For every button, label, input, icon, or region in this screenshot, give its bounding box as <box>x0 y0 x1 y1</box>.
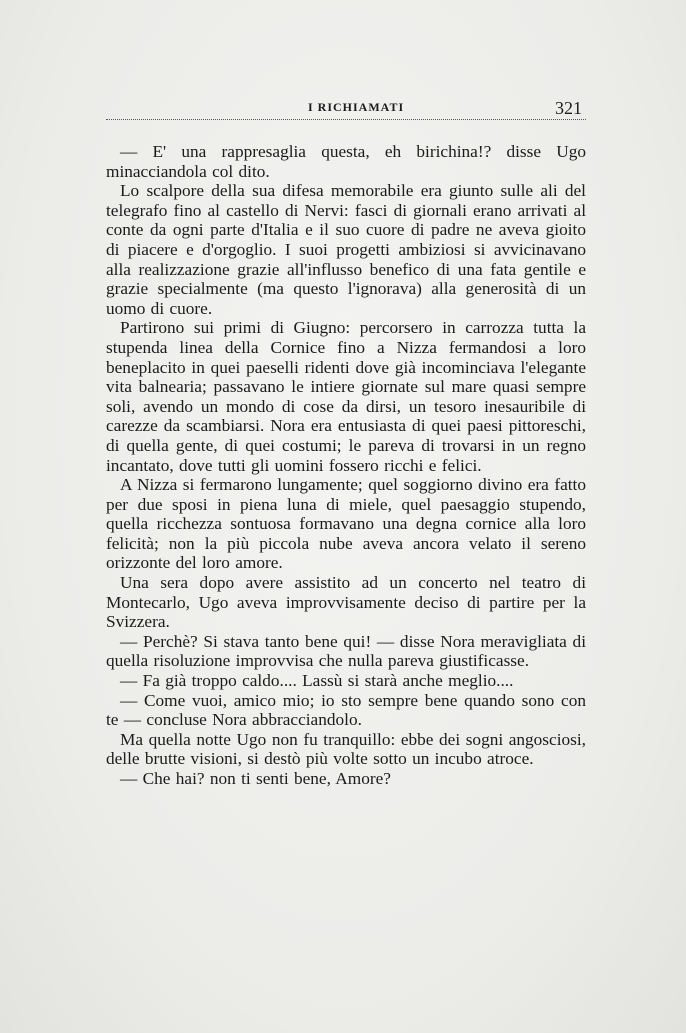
page-number: 321 <box>555 98 582 118</box>
page-header <box>106 96 586 120</box>
running-head: I RICHIAMATI <box>308 100 405 114</box>
paragraph: — Che hai? non ti senti bene, Amore? <box>120 769 391 788</box>
paragraph: — E' una rappresaglia questa, eh birichina!? disse Ugo minacciandola col dito. <box>106 142 586 181</box>
paragraph: A Nizza si fermarono lungamente; quel soggiorno divino era fatto per due sposi in piena luna di miele, quel paesaggio stupendo, quella ricchezza sontuosa formavano una degna cornice alla loro felicità; non la più piccola nube aveva ancora velato il sereno orizzonte del loro amore. <box>106 475 586 573</box>
paragraph: Ma quella notte Ugo non fu tranquillo: ebbe dei sogni angosciosi, delle brutte visioni, si destò più volte sotto un incubo atroce. <box>106 729 586 769</box>
body-text <box>106 142 586 789</box>
header-rule <box>106 119 586 120</box>
paragraph: — Fa già troppo caldo.... Lassù si starà anche meglio.... <box>120 671 514 691</box>
paragraph: Una sera dopo avere assistito ad un concerto nel teatro di Montecarlo, Ugo aveva improvvisamente deciso di partire per la Svizzera. <box>106 573 586 632</box>
paragraph: — Perchè? Si stava tanto bene qui! — disse Nora meravigliata di quella risoluzione improvvisa che nulla pareva giustificasse. <box>106 631 586 671</box>
paragraph: Lo scalpore della sua difesa memorabile era giunto sulle ali del telegrafo fino al castello di Nervi: fasci di giornali erano arrivati al conte da ogni parte d'Italia e il suo cuore di padre ne aveva gioito di piacere e d'orgoglio. I suoi progetti ambiziosi si avvicinavano alla realizzazione grazie all'influsso benefico di una fata gentile e grazie specialmente (ma questo l'ignorava) alla generosità di un uomo di cuore. <box>106 181 586 318</box>
paragraph: Partirono sui primi di Giugno: percorsero in carrozza tutta la stupenda linea della Cornice fino a Nizza fermandosi a loro beneplacito in quei paeselli ridenti dove già incominciava l'elegante vita balnearia; passavano le intiere giornate sul mare quasi sempre soli, avendo un mondo di cose da dirsi, un tesoro inesauribile di carezze da scambiarsi. Nora era entusiasta di quei paesi pittoreschi, di quella gente, di quei costumi; le pareva di trovarsi in un regno incantato, dove tutti gli uomini fossero ricchi e felici. <box>106 318 586 475</box>
paragraph: — Come vuoi, amico mio; io sto sempre bene quando sono con te — concluse Nora abbracciandolo. <box>106 690 586 730</box>
